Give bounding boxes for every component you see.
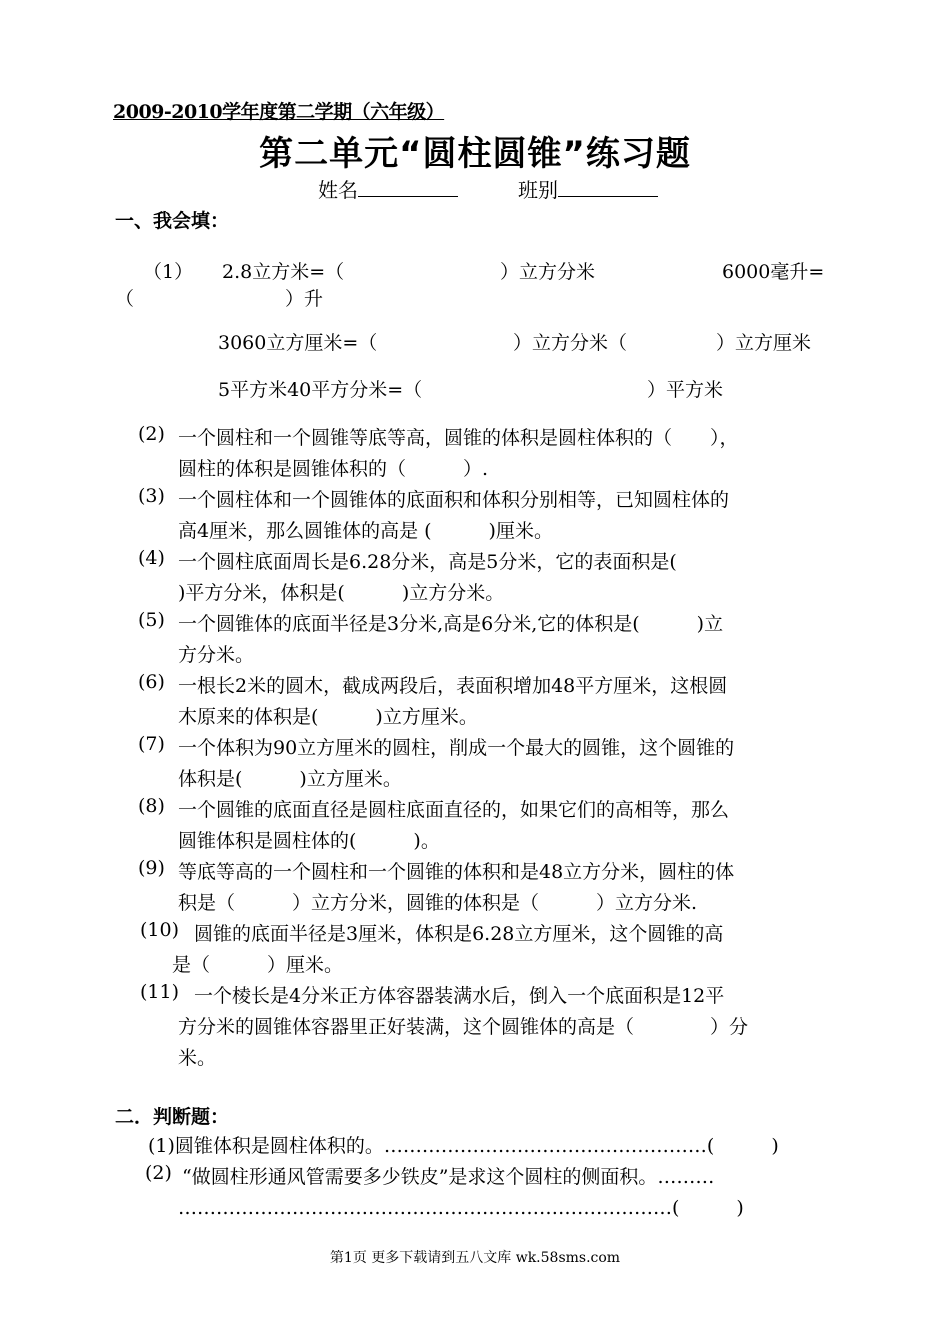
q11-line3: 米。 [178, 1047, 217, 1069]
q1-number: （1） [143, 261, 194, 283]
judge-item-2-number: (2) [145, 1162, 172, 1184]
name-label: 姓名 [318, 178, 358, 202]
q5-line1: 一个圆锥体的底面半径是3分米,高是6分米,它的体积是( )立 [178, 613, 724, 635]
q9-line1: 等底等高的一个圆柱和一个圆锥的体积和是48立方分米，圆柱的体 [178, 861, 735, 883]
q9-number: (9) [138, 857, 165, 879]
q5-number: (5) [138, 609, 165, 631]
q9-line2: 积是（ ）立方分米，圆锥的体积是（ ）立方分米. [178, 892, 698, 914]
judge-item-2-line1: “做圆柱形通风管需要多少铁皮”是求这个圆柱的侧面积。……… [182, 1166, 715, 1188]
q4-number: (4) [138, 547, 165, 569]
q11-number: (11) [140, 981, 180, 1003]
q5-line2: 方分米。 [178, 644, 255, 666]
section2-heading: 二．判断题： [115, 1106, 230, 1128]
q8-line2: 圆锥体积是圆柱体的( )。 [178, 830, 440, 852]
q2-line2: 圆柱的体积是圆锥体积的（ ）. [178, 458, 489, 480]
q1-b-right: ）升 [285, 288, 324, 310]
q7-number: (7) [138, 733, 165, 755]
q2-line1: 一个圆柱和一个圆锥等底等高，圆锥的体积是圆柱体积的（ ）， [178, 427, 739, 449]
q10-number: (10) [140, 919, 180, 941]
q2-number: (2) [138, 423, 165, 445]
q1-b-mid: （ [115, 288, 135, 310]
q10-line2: 是（ ）厘米。 [172, 954, 344, 976]
judge-item-1: (1)圆锥体积是圆柱体积的。……………………………………………( ) [148, 1135, 779, 1157]
q7-line2: 体积是( )立方厘米。 [178, 768, 402, 790]
page-footer: 第1页 更多下载请到五八文库 wk.58sms.com [329, 1250, 621, 1266]
term-header: 2009-2010学年度第二学期（六年级） [113, 101, 445, 123]
q11-line1: 一个棱长是4分米正方体容器装满水后，倒入一个底面积是12平 [194, 985, 725, 1007]
q7-line1: 一个体积为90立方厘米的圆柱，削成一个最大的圆锥，这个圆锥的 [178, 737, 735, 759]
q1-d-left: 5平方米40平方分米=（ [218, 379, 423, 401]
q6-number: (6) [138, 671, 165, 693]
q8-line1: 一个圆锥的底面直径是圆柱底面直径的，如果它们的高相等，那么 [178, 799, 730, 821]
class-field [518, 174, 658, 203]
q4-line2: )平方分米，体积是( )立方分米。 [178, 582, 505, 604]
q8-number: (8) [138, 795, 165, 817]
q6-line2: 木原来的体积是( )立方厘米。 [178, 706, 478, 728]
q1-c-left: 3060立方厘米=（ [218, 332, 378, 354]
q1-a-right: ）立方分米 [500, 261, 596, 283]
section1-heading: 一、我会填： [115, 210, 230, 232]
name-blank [358, 178, 458, 197]
q3-line2: 高4厘米，那么圆锥体的高是 ( )厘米。 [178, 520, 553, 542]
q1-c-right: ）立方厘米 [716, 332, 812, 354]
page-title: 第二单元“圆柱圆锥”练习题 [259, 134, 691, 174]
q1-c-mid: ）立方分米（ [513, 332, 628, 354]
name-field [318, 174, 458, 203]
q4-line1: 一个圆柱底面周长是6.28分米，高是5分米，它的表面积是( [178, 551, 677, 573]
q1-a-left: 2.8立方米=（ [222, 261, 345, 283]
class-label: 班别 [518, 178, 558, 202]
q1-b-left: 6000毫升= [722, 261, 825, 283]
q11-line2: 方分米的圆锥体容器里正好装满，这个圆锥体的高是（ ）分 [178, 1016, 749, 1038]
q1-d-right: ）平方米 [647, 379, 724, 401]
q3-number: (3) [138, 485, 165, 507]
judge-item-2-line2: ……………………………………………………………………( ) [178, 1197, 744, 1219]
q6-line1: 一根长2米的圆木，截成两段后，表面积增加48平方厘米，这根圆 [178, 675, 728, 697]
q10-line1: 圆锥的底面半径是3厘米，体积是6.28立方厘米，这个圆锥的高 [194, 923, 724, 945]
class-blank [558, 178, 658, 197]
q3-line1: 一个圆柱体和一个圆锥体的底面积和体积分别相等，已知圆柱体的 [178, 489, 730, 511]
